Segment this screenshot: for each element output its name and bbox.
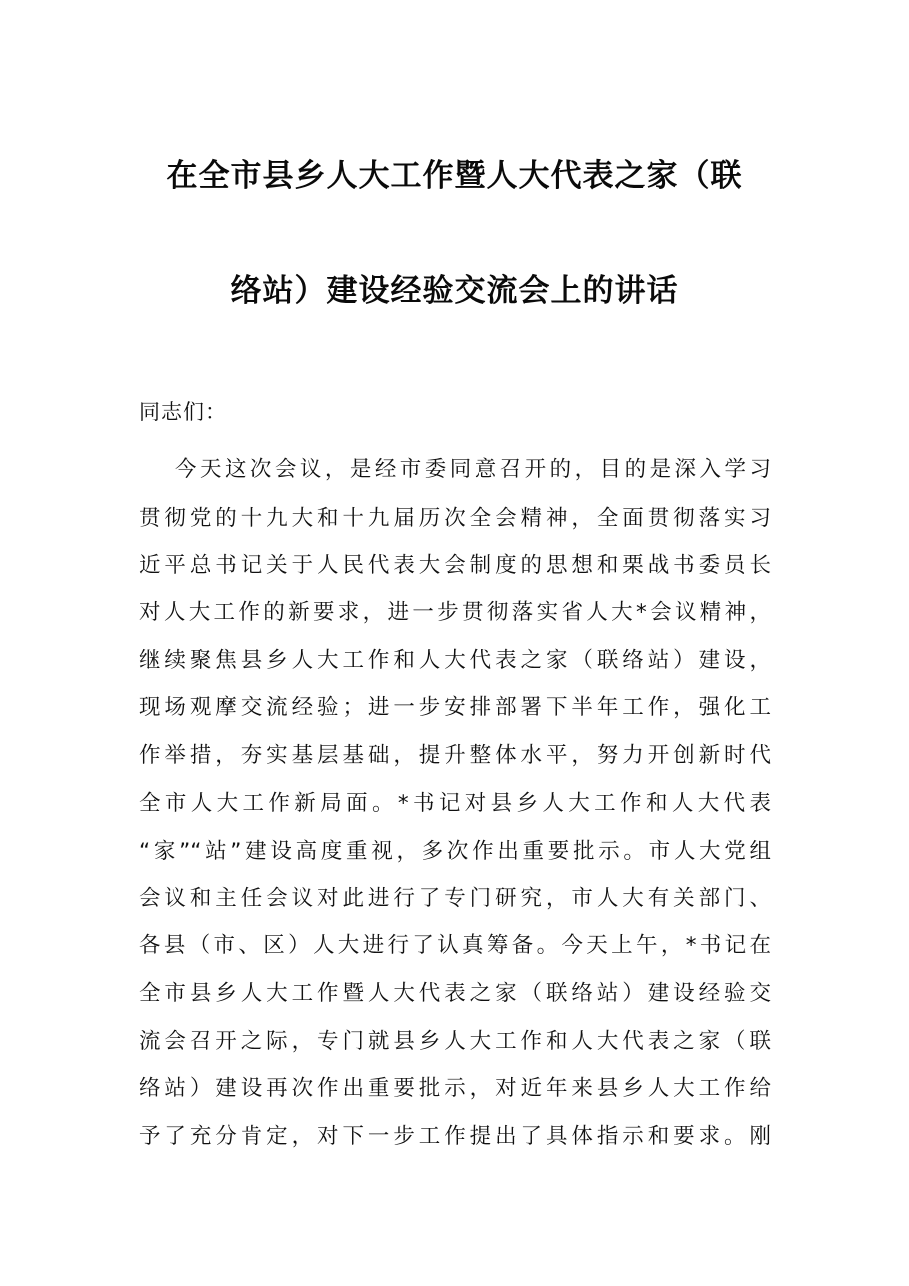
body-line-15: 予了充分肯定，对下一步工作提出了具体指示和要求。刚 — [139, 1124, 771, 1149]
body-line-6: 现场观摩交流经验；进一步安排部署下半年工作，强化工 — [139, 695, 771, 720]
body-line-10: 会议和主任会议对此进行了专门研究，市人大有关部门、 — [139, 886, 771, 911]
body-line-2: 贯彻党的十九大和十九届历次全会精神，全面贯彻落实习 — [139, 506, 771, 531]
body-line-14: 络站）建设再次作出重要批示，对近年来县乡人大工作给 — [139, 1076, 771, 1101]
document-title-line-1: 在全市县乡人大工作暨人大代表之家（联 — [166, 158, 743, 194]
body-line-8: 全市人大工作新局面。*书记对县乡人大工作和人大代表 — [139, 791, 771, 816]
document-title-line-2: 络站）建设经验交流会上的讲话 — [230, 273, 679, 309]
body-line-9: “家”“站”建设高度重视，多次作出重要批示。市人大党组 — [139, 839, 771, 864]
body-line-4: 对人大工作的新要求，进一步贯彻落实省人大*会议精神， — [139, 600, 771, 625]
body-line-7: 作举措，夯实基层基础，提升整体水平，努力开创新时代 — [139, 743, 771, 768]
body-line-1: 今天这次会议，是经市委同意召开的，目的是深入学习 — [175, 457, 771, 482]
body-line-5: 继续聚焦县乡人大工作和人大代表之家（联络站）建设， — [139, 648, 771, 673]
greeting: 同志们： — [139, 400, 227, 424]
body-line-13: 流会召开之际，专门就县乡人大工作和人大代表之家（联 — [139, 1029, 771, 1054]
body-line-11: 各县（市、区）人大进行了认真筹备。今天上午，*书记在 — [139, 933, 771, 958]
body-line-3: 近平总书记关于人民代表大会制度的思想和栗战书委员长 — [139, 553, 771, 578]
body-line-12: 全市县乡人大工作暨人大代表之家（联络站）建设经验交 — [139, 981, 771, 1006]
